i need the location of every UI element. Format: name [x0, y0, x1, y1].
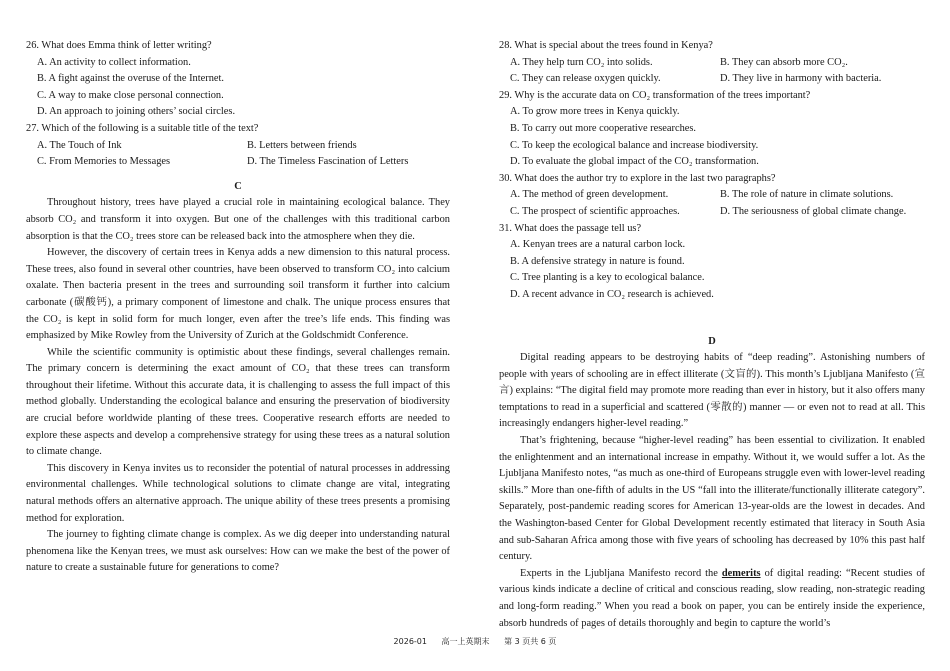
q28-option-d[interactable]: D. They live in harmony with bacteria. [720, 73, 882, 85]
question-29-stem: 29. Why is the accurate data on CO₂ transformation of the trees important? [499, 89, 811, 101]
passage-c-paragraph-5: The journey to fighting climate change is complex. As we dig deeper into understanding natural phenomena like the Kenyan trees, we must ask ourselves: How can we make the best of the power of nature to create a sustainable future for generations to come? [26, 529, 450, 574]
q29-option-a[interactable]: A. To grow more trees in Kenya quickly. [510, 106, 680, 118]
q28-options-row-2 [499, 71, 925, 88]
q31-option-d[interactable]: D. A recent advance in CO₂ research is achieved. [510, 288, 714, 300]
q27-option-d[interactable]: D. The Timeless Fascination of Letters [247, 156, 409, 168]
section-d-heading: D [708, 335, 716, 347]
footer-page-number: 第 3 页共 6 页 [504, 637, 557, 646]
passage-c-paragraph-4: This discovery in Kenya invites us to reconsider the potential of natural processes in addressing environmental challenges. While technological solutions to climate change are vital, integrating natural methods offers an alternative approach. The unique ability of these trees presents a promising method for exploration. [26, 462, 450, 524]
q26-option-a[interactable]: A. An activity to collect information. [37, 56, 191, 68]
q30-option-a[interactable]: A. The method of green development. [510, 189, 669, 201]
q31-option-a[interactable]: A. Kenyan trees are a natural carbon lock. [510, 239, 686, 251]
passage-d-paragraph-3 [499, 566, 925, 632]
q30-option-c[interactable]: C. The prospect of scientific approaches. [510, 205, 680, 217]
q28-option-a[interactable]: A. They help turn CO₂ into solids. [510, 56, 653, 68]
page-footer [0, 636, 950, 647]
q29-option-b[interactable]: B. To carry out more cooperative researches. [510, 122, 697, 134]
q27-options-row-2 [26, 154, 450, 171]
q27-option-a[interactable]: A. The Touch of Ink [37, 139, 122, 151]
q26-option-b[interactable]: B. A fight against the overuse of the Internet. [37, 73, 224, 85]
q27-option-c[interactable]: C. From Memories to Messages [37, 156, 171, 168]
q29-option-c[interactable]: C. To keep the ecological balance and increase biodiversity. [510, 139, 759, 151]
keyword-demerits: demerits [721, 567, 761, 579]
q31-option-c[interactable]: C. Tree planting is a key to ecological balance. [510, 272, 705, 284]
passage-d-paragraph-1: Digital reading appears to be destroying habits of “deep reading”. Astonishing numbers of people with years of schooling are in effect illiterate (文盲的). This month’s Ljubljana Manifesto (宣言) explains: “The digital field may promote more reading than ever in history, but it also offers many temptations to read in a superficial and scattered (零散的) manner — or even not to read at all. This increasingly endangers higher-level reading.” [499, 352, 925, 430]
passage-d-paragraph-3-rest: of digital reading: “Recent studies of various kinds indicate a decline of critical and conscious reading, slow reading, non-strategic reading and long-form reading.” When you read a book on paper, you can be entirely inside the experience, absorb hundreds of pages of details thoroughly and begin to capture the world’s [499, 567, 925, 629]
q30-options-row-2 [499, 204, 925, 221]
question-28-stem: 28. What is special about the trees found in Kenya? [499, 40, 713, 51]
question-30-stem: 30. What does the author try to explore in the last two paragraphs? [499, 172, 776, 184]
passage-d-paragraph-2: That’s frightening, because “higher-level reading” has been essential to civilization. It enabled the enlightenment and an international increase in empathy. Without it, we would suffer a lot. As the Ljubljana Manifesto notes, “as much as one-third of Europeans struggle even with lower-level reading skills.” More than one-fifth of adults in the US “fall into the illiterate/functionally illiterate category”. Separately, post-pandemic reading scores for American 13-year-olds are the lowest in decades. And the Washington-based Center for Global Development recently estimated that literacy in South Asia and sub-Saharan Africa among those with five years of schooling has decreased by 10% this past half century. [499, 435, 925, 563]
question-26-stem: 26. What does Emma think of letter writing? [26, 40, 212, 51]
right-column [499, 38, 925, 632]
question-27-stem: 27. Which of the following is a suitable title of the text? [26, 122, 259, 134]
q28-option-b[interactable]: B. They can absorb more CO₂. [720, 56, 848, 68]
q31-option-b[interactable]: B. A defensive strategy in nature is found. [510, 255, 685, 267]
q28-options-row-1 [499, 55, 925, 72]
passage-c-paragraph-1: Throughout history, trees have played a crucial role in maintaining ecological balance. They absorb CO₂ and transform it into oxygen. But one of the challenges with this traditional carbon absorption is that the CO₂ trees store can be released back into the atmosphere when they die. [26, 197, 450, 242]
footer-exam-name: 高一上英期末 [441, 637, 490, 646]
q27-options-row-1 [26, 138, 450, 155]
q26-option-d[interactable]: D. An approach to joining others’ social circles. [37, 106, 236, 118]
q29-option-d[interactable]: D. To evaluate the global impact of the CO₂ transformation. [510, 156, 759, 168]
section-c-heading: C [234, 180, 242, 192]
footer-date: 2026-01 [393, 637, 427, 646]
q26-option-c[interactable]: C. A way to make close personal connection. [37, 89, 224, 101]
left-column [26, 38, 450, 577]
passage-c-paragraph-3: While the scientific community is optimistic about these findings, several challenges remain. The primary concern is determining the exact amount of CO₂ that these trees can transform throughout their lifetime. Without this accurate data, it is challenging to assess the full impact of this method globally. Understanding the ecological balance and ensuring the preservation of biodiversity are crucial before worldwide planting of these trees. Cooperative research efforts are needed to explore these aspects and develop a comprehensive strategy for using these trees as a natural solution to climate change. [26, 346, 450, 458]
passage-c-paragraph-2: However, the discovery of certain trees in Kenya adds a new dimension to this natural process. These trees, also found in several other countries, have been observed to transform CO₂ into calcium oxalate. Then bacteria present in the trees and surrounding soil transform it further into calcium carbonate (碳酸钙), a primary component of limestone and chalk. The unique process ensures that the CO₂ is kept in solid form for much longer, even after the tree’s life ends. This finding was emphasized by Mike Rowley from the University of Zurich at the Goldschmidt Conference. [26, 247, 450, 342]
q27-option-b[interactable]: B. Letters between friends [247, 139, 357, 151]
q28-option-c[interactable]: C. They can release oxygen quickly. [510, 73, 661, 85]
q30-options-row-1 [499, 187, 925, 204]
q30-option-b[interactable]: B. The role of nature in climate solutions. [720, 189, 894, 201]
q30-option-d[interactable]: D. The seriousness of global climate change. [720, 205, 907, 217]
question-31-stem: 31. What does the passage tell us? [499, 222, 642, 234]
passage-d-paragraph-3-start: Experts in the Ljubljana Manifesto record the [520, 567, 718, 579]
